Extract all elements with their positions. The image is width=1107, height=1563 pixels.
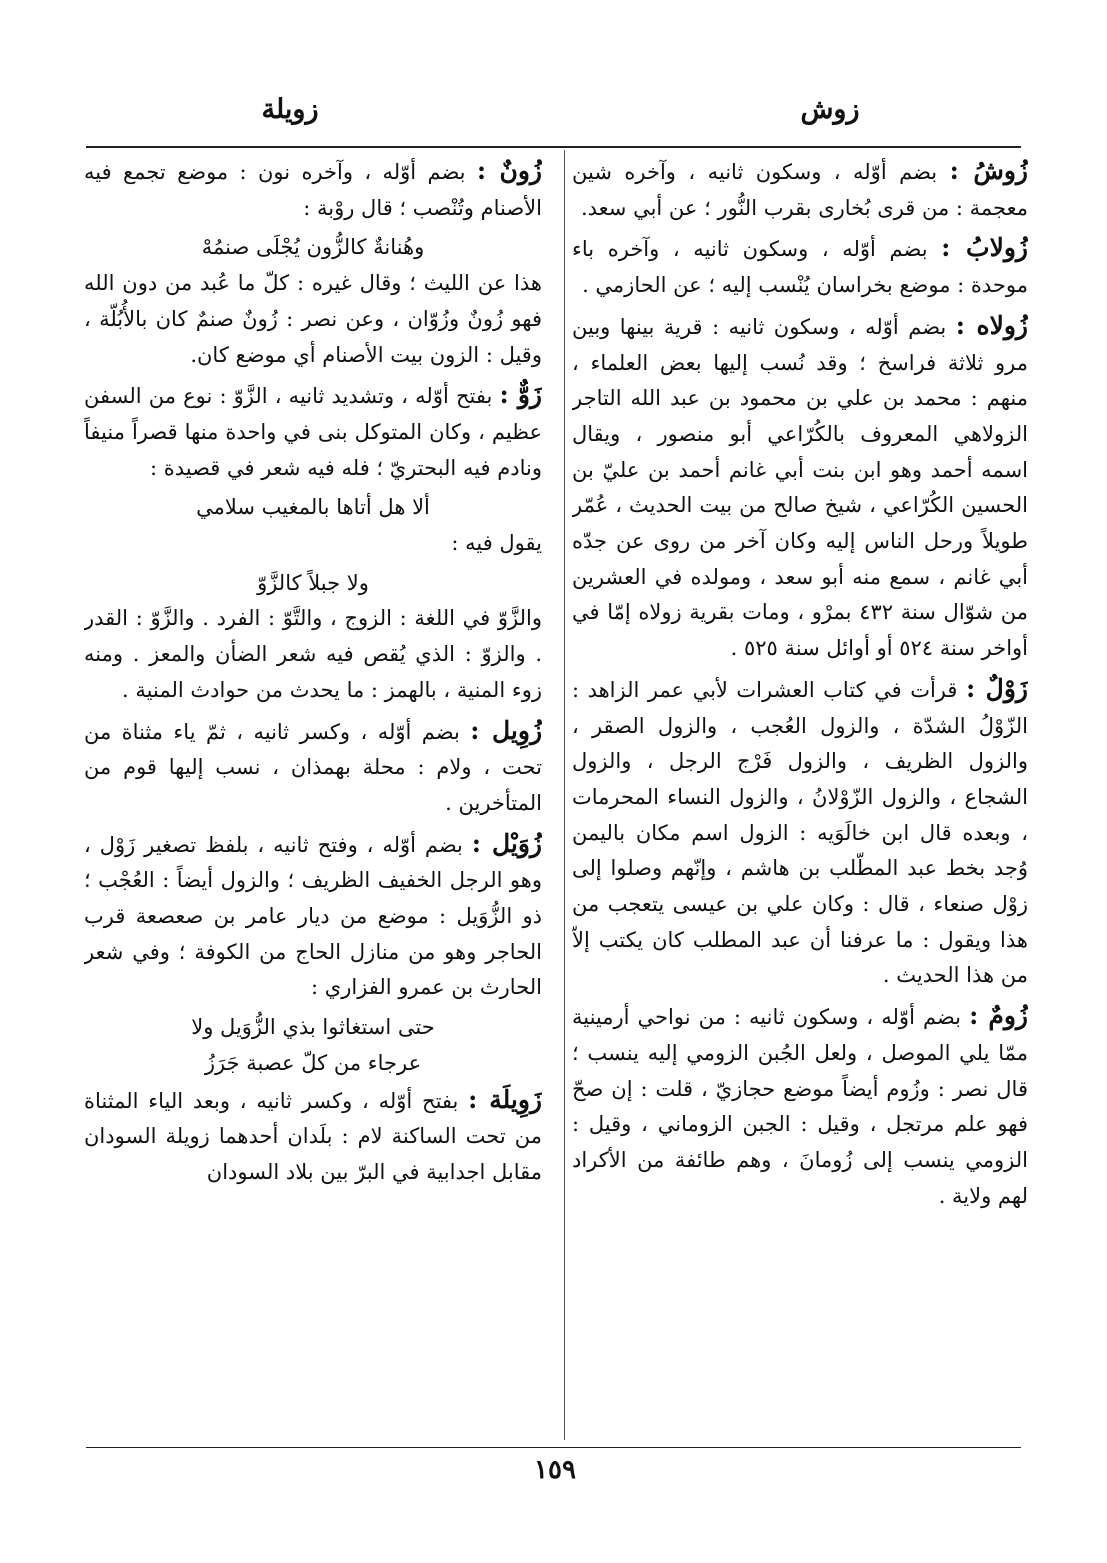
entry-continuation: والزَّوّ في اللغة : الزوج ، والتَّوّ : الفرد . والزَّوّ : القدر . والزوّ : الذي يُقص فيه شعر الضأن والمعز . ومنه زوء المنية ، بالهمز : ما يحدث من حوادث المنية . <box>84 606 542 702</box>
verse-line: ألا هل أتاها بالمغيب سلامي <box>196 495 430 520</box>
left-column <box>84 153 542 1443</box>
entry-zun <box>84 153 542 226</box>
entry-zuwayl <box>84 826 542 1007</box>
headword: زُوَيْل : <box>471 828 542 858</box>
entry-continuation: هذا عن الليث ؛ وقال غيره : كلّ ما عُبد من دون الله فهو زُونٌ وزُوّان ، وعن نصر : زُونٌ صنمٌ كان بالأُبُلّة ، وقيل : الزون بيت الأصنام أي موضع كان. <box>84 271 542 367</box>
headword: زَوٌّ : <box>499 380 542 410</box>
entry-zum <box>572 998 1028 1214</box>
entry-zaw <box>84 377 542 486</box>
headword: زُومٌ : <box>969 1001 1028 1031</box>
entry-text: بضم أوّله ، وكسر ثانيه ، ثمّ ياء مثناة من تحت ، ولام : محلة بهمذان ، نسب إليها قوم من المتأخرين . <box>84 719 542 815</box>
headword: زَوْلٌ : <box>965 673 1028 703</box>
entry-text: قرأت في كتاب العشرات لأبي عمر الزاهد : الزّوْلُ الشدّة ، والزول العُجب ، والزول الصقر ، والزول الظريف ، والزول فَرْج الرجل ، والزول الشجاع ، والزول الزّوْلانُ ، والزول النساء المحرمات ، وبعده قال ابن خالَوَيه : الزول اسم مكان باليمن وُجد بخط عبد المطّلب بن هاشم ، وإنّهم وصلوا إلى زوْل صنعاء ، قال : وكان علي بن عيسى يتعجب من هذا ويقول : ما عرفنا أن عبد المطلب كان يكتب إلاّ من هذا الحديث . <box>572 677 1028 988</box>
right-column <box>572 153 1028 1443</box>
entry-zawila <box>84 1082 542 1191</box>
entry-zulab <box>572 230 1028 303</box>
column-divider <box>564 150 565 1440</box>
running-header-right: زوش <box>800 94 860 125</box>
footer-rule <box>86 1447 1021 1448</box>
page-number: ١٥٩ <box>534 1455 576 1485</box>
entry-zulah <box>572 308 1028 667</box>
entry-text: بضم أوّله ، وسكون ثانيه : من نواحي أرمينية ممّا يلي الموصل ، ولعل الجُبن الزومي إليه ينسب ؛ قال نصر : وزُوم أيضاً موضع حجازيّ ، قلت : إن صحّ فهو علم مرتجل ، وقيل : الجبن الزوماني ، وقيل : الزومي ينسب إلى زُومانَ ، وهم طائفة من الأكراد لهم ولاية . <box>572 1005 1028 1208</box>
entry-text: بضم أوّله ، وآخره نون : موضع تجمع فيه الأصنام وتُنْصب ؛ قال روْبة : <box>84 160 542 220</box>
verse-line: حتى استغاثوا بذي الزُّوَيل ولا <box>191 1015 435 1040</box>
verse-line: وهُنانةٌ كالزُّون يُجْلَى صنمُهْ <box>201 235 425 260</box>
entry-text: بضم أوّله ، وفتح ثانيه ، بلفظ تصغير زَوْل ، وهو الرجل الخفيف الظريف ؛ والزول أيضاً : العُجْب ؛ ذو الزُّوَيل : موضع من ديار عامر بن صعصعة قرب الحاجر وهو من منازل الحاج من الكوفة ؛ وفي شعر الحارث بن عمرو الفزاري : <box>84 832 542 1000</box>
entry-text: بضم أوّله ، وسكون ثانيه ، وآخره باء موحدة : موضع بخراسان يُنْسب إليه ؛ عن الحازمي . <box>572 237 1028 298</box>
entry-zuwil <box>84 713 542 822</box>
headword: زُولابُ : <box>941 233 1028 263</box>
entry-continuation: يقول فيه : <box>451 531 542 556</box>
entry-zush <box>572 153 1028 226</box>
headword: زُوِيل : <box>470 715 542 745</box>
entry-text: بضم أوّله ، وسكون ثانيه : قرية بينها وبين مرو ثلاثة فراسخ ؛ وقد نُسب إليها بعض العلماء ، منهم : محمد بن علي بن محمود بن عبد الله التاجر الزولاهي المعروف بالكُرّاعي أبو منصور ، ويقال اسمه أحمد وهو ابن بنت أبي غانم أحمد بن عليّ بن الحسين الكُرّاعي ، شيخ صالح من بيت الحديث ، عُمّر طويلاً ورحل الناس إليه وكان آخر من روى عن جدّه أبي غانم ، سمع منه أبو سعد ، ومولده في العشرين من شوّال سنة ٤٣٢ بمرْو ، ومات بقرية زولاه إمّا في أواخر سنة ٥٢٤ أو أوائل سنة ٥٢٥ . <box>572 314 1028 661</box>
entry-text: بضم أوّله ، وسكون ثانيه ، وآخره شين معجمة : من قرى بُخارى بقرب النُّور ؛ عن أبي سعد. <box>572 160 1028 220</box>
verse-line: ولا جبلاً كالزَّوّ <box>257 570 369 595</box>
entry-text: بفتح أوّله ، وكسر ثانيه ، وبعد الياء المثناة من تحت الساكنة لام : بلَدان أحدهما زويلة السودان مقابل اجدابية في البرّ بين بلاد السودان <box>84 1088 542 1184</box>
header-rule <box>86 146 1021 148</box>
headword: زَوِيلَة : <box>468 1084 542 1114</box>
entry-zawl <box>572 671 1028 994</box>
running-header-left: زويلة <box>261 94 319 125</box>
headword: زُونٌ : <box>476 156 542 185</box>
headword: زُوشُ : <box>949 156 1028 185</box>
entry-text: بفتح أوّله ، وتشديد ثانيه ، الزَّوّ : نوع من السفن عظيم ، وكان المتوكل بنى في واحدة منها قصراً منيفاً ونادم فيه البحتريّ ؛ فله فيه شعر في قصيدة : <box>84 384 542 480</box>
headword: زُولاه : <box>955 310 1028 340</box>
verse-line: عرجاء من كلّ عصبة جَرَزُ <box>204 1050 422 1075</box>
